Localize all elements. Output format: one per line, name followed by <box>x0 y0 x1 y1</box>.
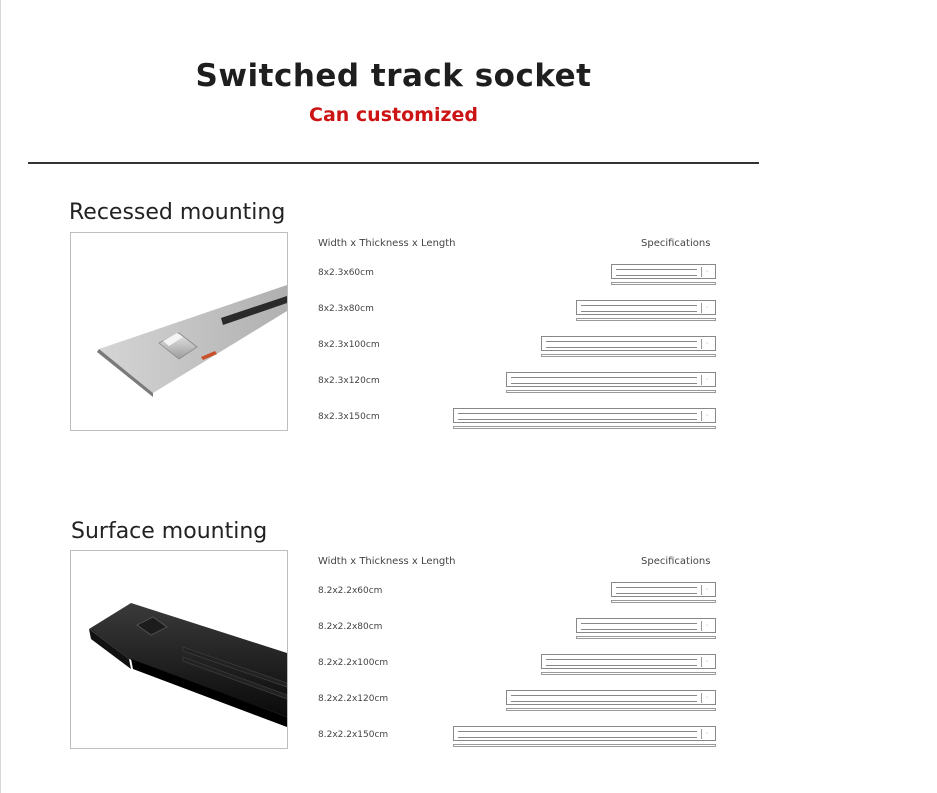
track-diagram <box>541 336 716 351</box>
switch-icon: ◦ <box>701 411 713 421</box>
surface-spec-row <box>318 582 718 606</box>
spec-size-label: 8x2.3x100cm <box>318 340 380 350</box>
spec-size-label: 8.2x2.2x120cm <box>318 694 389 704</box>
spec-size-label: 8.2x2.2x60cm <box>318 586 383 596</box>
track-diagram <box>541 654 716 669</box>
track-diagram <box>453 408 716 423</box>
recessed-spec-row <box>318 300 718 324</box>
recessed-socket-illustration <box>71 233 287 430</box>
recessed-spec-row <box>318 336 718 360</box>
recessed-spec-row <box>318 408 718 432</box>
surface-spec-row <box>318 726 718 750</box>
recessed-col-specifications: Specifications <box>641 238 711 249</box>
spec-size-label: 8x2.3x150cm <box>318 412 380 422</box>
spec-size-label: 8x2.3x80cm <box>318 304 374 314</box>
section-heading-recessed: Recessed mounting <box>69 200 286 225</box>
track-diagram <box>611 582 716 597</box>
track-diagram <box>453 726 716 741</box>
track-base-profile <box>541 354 716 357</box>
header-divider <box>28 162 759 164</box>
spec-size-label: 8x2.3x60cm <box>318 268 374 278</box>
switch-icon: ◦ <box>701 621 713 631</box>
switch-icon: ◦ <box>701 729 713 739</box>
surface-col-dimensions: Width x Thickness x Length <box>318 556 456 567</box>
track-base-profile <box>453 744 716 747</box>
surface-spec-row <box>318 690 718 714</box>
track-base-profile <box>576 318 716 321</box>
surface-spec-row <box>318 654 718 678</box>
switch-icon: ◦ <box>701 375 713 385</box>
track-base-profile <box>576 636 716 639</box>
track-base-profile <box>611 282 716 285</box>
track-base-profile <box>506 708 716 711</box>
track-base-profile <box>453 426 716 429</box>
spec-size-label: 8.2x2.2x80cm <box>318 622 383 632</box>
surface-spec-row <box>318 618 718 642</box>
spec-size-label: 8.2x2.2x150cm <box>318 730 389 740</box>
recessed-spec-row <box>318 372 718 396</box>
recessed-col-dimensions: Width x Thickness x Length <box>318 238 456 249</box>
track-diagram <box>576 300 716 315</box>
switch-icon: ◦ <box>701 693 713 703</box>
spec-size-label: 8.2x2.2x100cm <box>318 658 389 668</box>
spec-size-label: 8x2.3x120cm <box>318 376 380 386</box>
page-subtitle: Can customized <box>309 104 478 126</box>
track-base-profile <box>611 600 716 603</box>
surface-col-specifications: Specifications <box>641 556 711 567</box>
recessed-spec-row <box>318 264 718 288</box>
switch-icon: ◦ <box>701 339 713 349</box>
track-diagram <box>611 264 716 279</box>
switch-icon: ◦ <box>701 267 713 277</box>
recessed-product-image <box>70 232 288 431</box>
switch-icon: ◦ <box>701 657 713 667</box>
track-diagram <box>506 372 716 387</box>
section-heading-surface: Surface mounting <box>71 519 268 544</box>
surface-socket-illustration <box>71 551 287 748</box>
track-base-profile <box>541 672 716 675</box>
page-title: Switched track socket <box>195 58 592 94</box>
track-diagram <box>576 618 716 633</box>
switch-icon: ◦ <box>701 585 713 595</box>
surface-product-image <box>70 550 288 749</box>
track-base-profile <box>506 390 716 393</box>
track-diagram <box>506 690 716 705</box>
switch-icon: ◦ <box>701 303 713 313</box>
